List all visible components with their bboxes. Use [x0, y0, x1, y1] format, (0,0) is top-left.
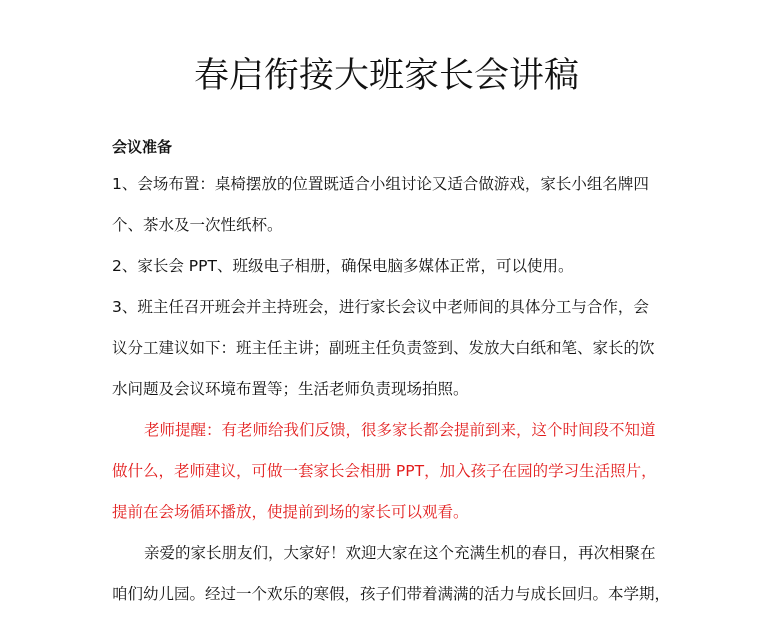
teacher-note [112, 410, 678, 533]
speech-line: 咱们幼儿园。经过一个欢乐的寒假，孩子们带着满满的活力与成长回归。本学期， [112, 585, 671, 603]
speech-paragraph [112, 533, 678, 615]
paragraph-line: 个、茶水及一次性纸杯。 [112, 216, 283, 234]
paragraph-line: 议分工建议如下：班主任主讲；副班主任负责签到、发放大白纸和笔、家长的饮 [112, 339, 655, 357]
document-title: 春启衔接大班家长会讲稿 [193, 56, 579, 96]
prep-item-3 [112, 287, 678, 410]
note-line: 做什么，老师建议，可做一套家长会相册 PPT，加入孩子在园的学习生活照片， [112, 462, 657, 480]
speech-line: 亲爱的家长朋友们，大家好！欢迎大家在这个充满生机的春日，再次相聚在 [144, 544, 656, 562]
note-line: 提前在会场循环播放，使提前到场的家长可以观看。 [112, 503, 469, 521]
prep-item-1 [112, 164, 678, 246]
paragraph-line: 1、会场布置：桌椅摆放的位置既适合小组讨论又适合做游戏，家长小组名牌四 [112, 175, 649, 193]
document-body [112, 130, 678, 615]
paragraph-line: 水问题及会议环境布置等；生活老师负责现场拍照。 [112, 380, 469, 398]
note-line: 老师提醒：有老师给我们反馈，很多家长都会提前到来，这个时间段不知道 [144, 421, 656, 439]
paragraph-line: 2、家长会 PPT、班级电子相册，确保电脑多媒体正常，可以使用。 [112, 257, 574, 275]
paragraph-line: 3、班主任召开班会并主持班会，进行家长会议中老师间的具体分工与合作，会 [112, 298, 649, 316]
section-heading: 会议准备 [112, 138, 173, 156]
prep-item-2 [112, 246, 678, 287]
